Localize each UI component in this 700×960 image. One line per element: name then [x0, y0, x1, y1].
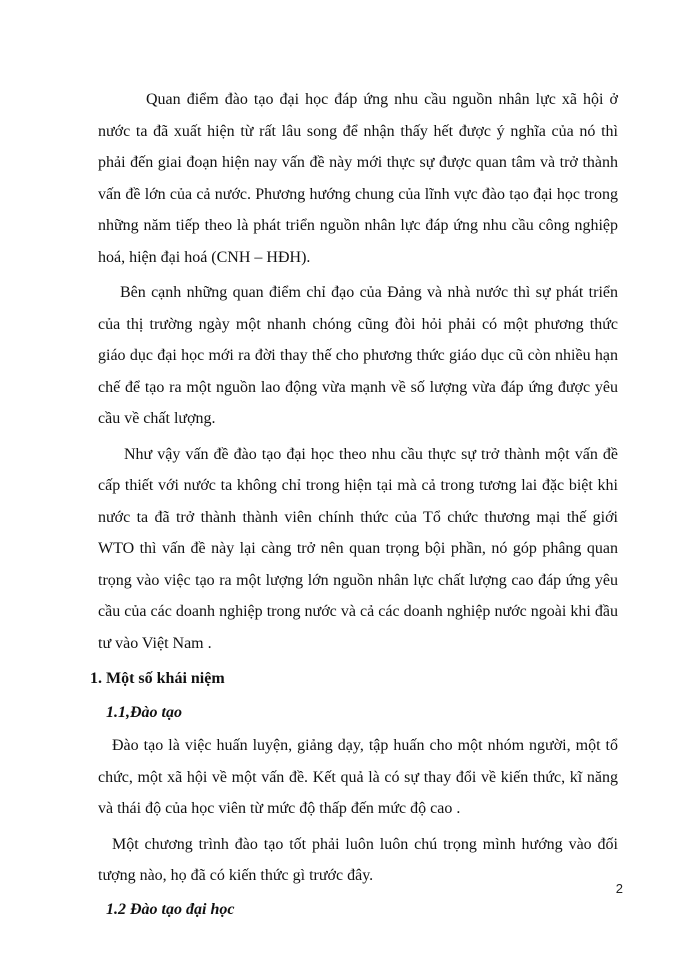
paragraph-importance: Như vậy vấn đề đào tạo đại học theo nhu cầu thực sự trở thành một vấn đề cấp thiết với nước ta không chỉ trong hiện tại mà cả trong tương lai đặc biệt khi nước ta đã trở thành thành viên chính thức của Tổ chức thương mại thế giới WTO thì vấn đề này lại càng trở nên quan trọng bội phần, nó góp phâng quan trọng vào việc tạo ra một lượng lớn nguồn nhân lực chất lượng cao đáp ứng yêu cầu của các doanh nghiệp trong nước và cả các doanh nghiệp nước ngoài khi đầu tư vào Việt Nam .: [98, 445, 618, 652]
paragraph-training-definition: Đào tạo là việc huấn luyện, giảng dạy, tập huấn cho một nhóm người, một tổ chức, một xã hội về một vấn đề. Kết quả là có sự thay đổi về kiến thức, kĩ năng và thái độ của học viên từ mức độ thấp đến mức độ cao .: [98, 737, 618, 817]
section-heading: 1. Một số khái niệm: [90, 670, 225, 687]
document-body: [90, 84, 618, 925]
page-number: 2: [615, 881, 623, 896]
paragraph-training-program: Một chương trình đào tạo tốt phải luôn luôn chú trọng mình hướng vào đối tượng nào, họ đã có kiến thức gì trước đây.: [98, 835, 618, 884]
subsection-heading-university-training: 1.2 Đào tạo đại học: [106, 900, 235, 918]
subsection-heading-training: 1.1,Đào tạo: [106, 703, 182, 721]
paragraph-intro: Quan điểm đào tạo đại học đáp ứng nhu cầu nguồn nhân lực xã hội ở nước ta đã xuất hiện từ rất lâu song để nhận thấy hết được ý nghĩa của nó thì phải đến giai đoạn hiện nay vấn đề này mới thực sự được quan tâm và trở thành vấn đề lớn của cả nước. Phương hướng chung của lĩnh vực đào tạo đại học trong những năm tiếp theo là phát triển nguồn nhân lực đáp ứng nhu cầu công nghiệp hoá, hiện đại hoá (CNH – HĐH).: [98, 91, 618, 266]
paragraph-context: Bên cạnh những quan điểm chỉ đạo của Đảng và nhà nước thì sự phát triển của thị trường ngày một nhanh chóng cũng đòi hỏi phải có một phương thức giáo dục đại học mới ra đời thay thế cho phương thức giáo dục cũ còn nhiều hạn chế để tạo ra một nguồn lao động vừa mạnh về số lượng vừa đáp ứng được yêu cầu về chất lượng.: [98, 284, 618, 427]
